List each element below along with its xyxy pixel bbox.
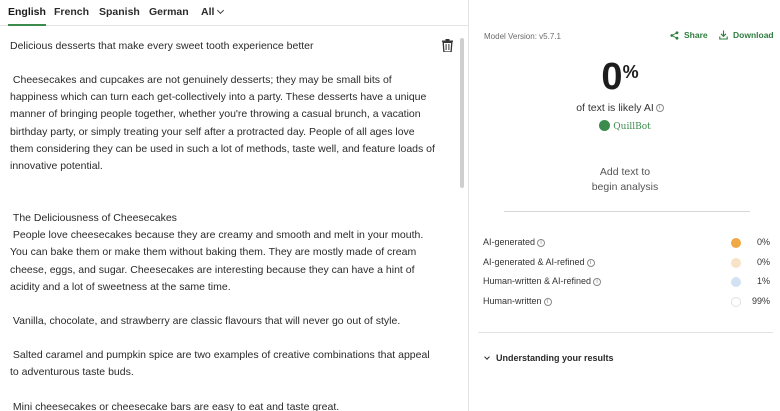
category-label <box>483 296 552 306</box>
tab-german[interactable]: German <box>149 6 189 18</box>
download-label: Download <box>733 30 774 40</box>
info-icon[interactable]: i <box>587 259 595 267</box>
text-editor[interactable] <box>0 27 460 411</box>
info-icon[interactable]: i <box>544 298 552 306</box>
brand-name: QuillBot <box>613 122 651 132</box>
editor-scrollbar[interactable] <box>460 38 464 188</box>
share-icon <box>670 31 679 40</box>
likely-ai-text: of text is likely AI <box>576 102 654 114</box>
editor-paragraph: Cheesecakes and cupcakes are not genuinely desserts; they may be small bits of happiness which can turn each get-collectively into a party. These desserts have a unique manner of bringing people together, whether you're throwing a casual brunch, a vacation birthday party, or simply treating your self after a protracted day. People of all ages love them considering they can be used in such a lot of methods, taste well, and feature loads of innovative potential. <box>10 74 438 173</box>
category-color-dot <box>731 277 741 287</box>
editor-paragraph: The Deliciousness of Cheesecakes People love cheesecakes because they are creamy and smooth and melt in your mouth. You can bake them or make them without baking them. They are mostly made of cream cheese, eggs, and sugar. Cheesecakes are interesting because they can have a hint of acidity and a lot of sweetness at the same time. <box>10 212 424 293</box>
editor-paragraph: Delicious desserts that make every sweet tooth experience better <box>10 40 314 52</box>
tab-spanish[interactable]: Spanish <box>99 6 140 18</box>
category-value: 99% <box>751 296 770 306</box>
understanding-label: Understanding your results <box>496 353 614 363</box>
category-label <box>483 237 545 247</box>
prompt-line: Add text to <box>599 166 651 178</box>
tab-all-label: All <box>201 6 215 18</box>
ai-score-value: 0 <box>601 56 622 98</box>
divider <box>504 211 750 212</box>
category-label-text: Human-written & AI-refined <box>483 276 592 286</box>
chevron-down-icon <box>484 354 490 360</box>
category-value: 1% <box>756 276 770 286</box>
category-label-text: AI-generated & AI-refined <box>483 257 585 267</box>
download-button[interactable] <box>719 30 774 40</box>
share-button[interactable] <box>670 30 708 40</box>
category-value: 0% <box>756 237 770 247</box>
likely-ai-caption <box>470 102 770 114</box>
trash-icon[interactable] <box>442 39 453 52</box>
category-row-ai-generated <box>483 235 770 251</box>
category-label-text: Human-written <box>483 296 542 306</box>
category-label <box>483 257 595 267</box>
ai-score <box>470 56 770 99</box>
category-color-dot <box>731 258 741 268</box>
download-icon <box>719 30 728 40</box>
tab-all-dropdown[interactable] <box>201 0 223 26</box>
editor-paragraph: Mini cheesecakes or cheesecake bars are easy to eat and taste great. <box>10 401 340 411</box>
tab-english[interactable]: English <box>8 0 46 26</box>
detector-panel <box>470 0 780 411</box>
chevron-down-icon <box>217 7 224 14</box>
category-row-human-written-ai-refined <box>483 274 770 290</box>
divider <box>478 332 773 333</box>
quillbot-logo-icon <box>599 120 610 131</box>
info-icon[interactable]: i <box>593 278 601 286</box>
category-label-text: AI-generated <box>483 237 536 247</box>
language-tabs <box>0 0 469 26</box>
tab-french[interactable]: French <box>54 6 90 18</box>
category-color-dot <box>731 238 741 248</box>
editor-paragraph: Salted caramel and pumpkin spice are two examples of creative combinations that appeal to adventurous taste buds. <box>10 349 433 379</box>
category-row-human-written <box>483 294 770 310</box>
understanding-results-toggle[interactable] <box>485 353 614 363</box>
empty-state-prompt <box>470 165 780 195</box>
info-icon[interactable]: i <box>537 239 545 247</box>
editor-paragraph: Vanilla, chocolate, and strawberry are classic flavours that will never go out of style. <box>10 315 401 327</box>
info-icon[interactable]: i <box>656 104 664 112</box>
brand <box>470 121 780 132</box>
category-value: 0% <box>756 257 770 267</box>
category-color-dot <box>731 297 741 307</box>
category-label <box>483 276 601 286</box>
ai-score-unit: % <box>622 62 639 82</box>
model-version: Model Version: v5.7.1 <box>484 32 561 41</box>
category-row-ai-generated-ai-refined <box>483 255 770 271</box>
prompt-line: begin analysis <box>591 181 659 193</box>
share-label: Share <box>684 30 708 40</box>
